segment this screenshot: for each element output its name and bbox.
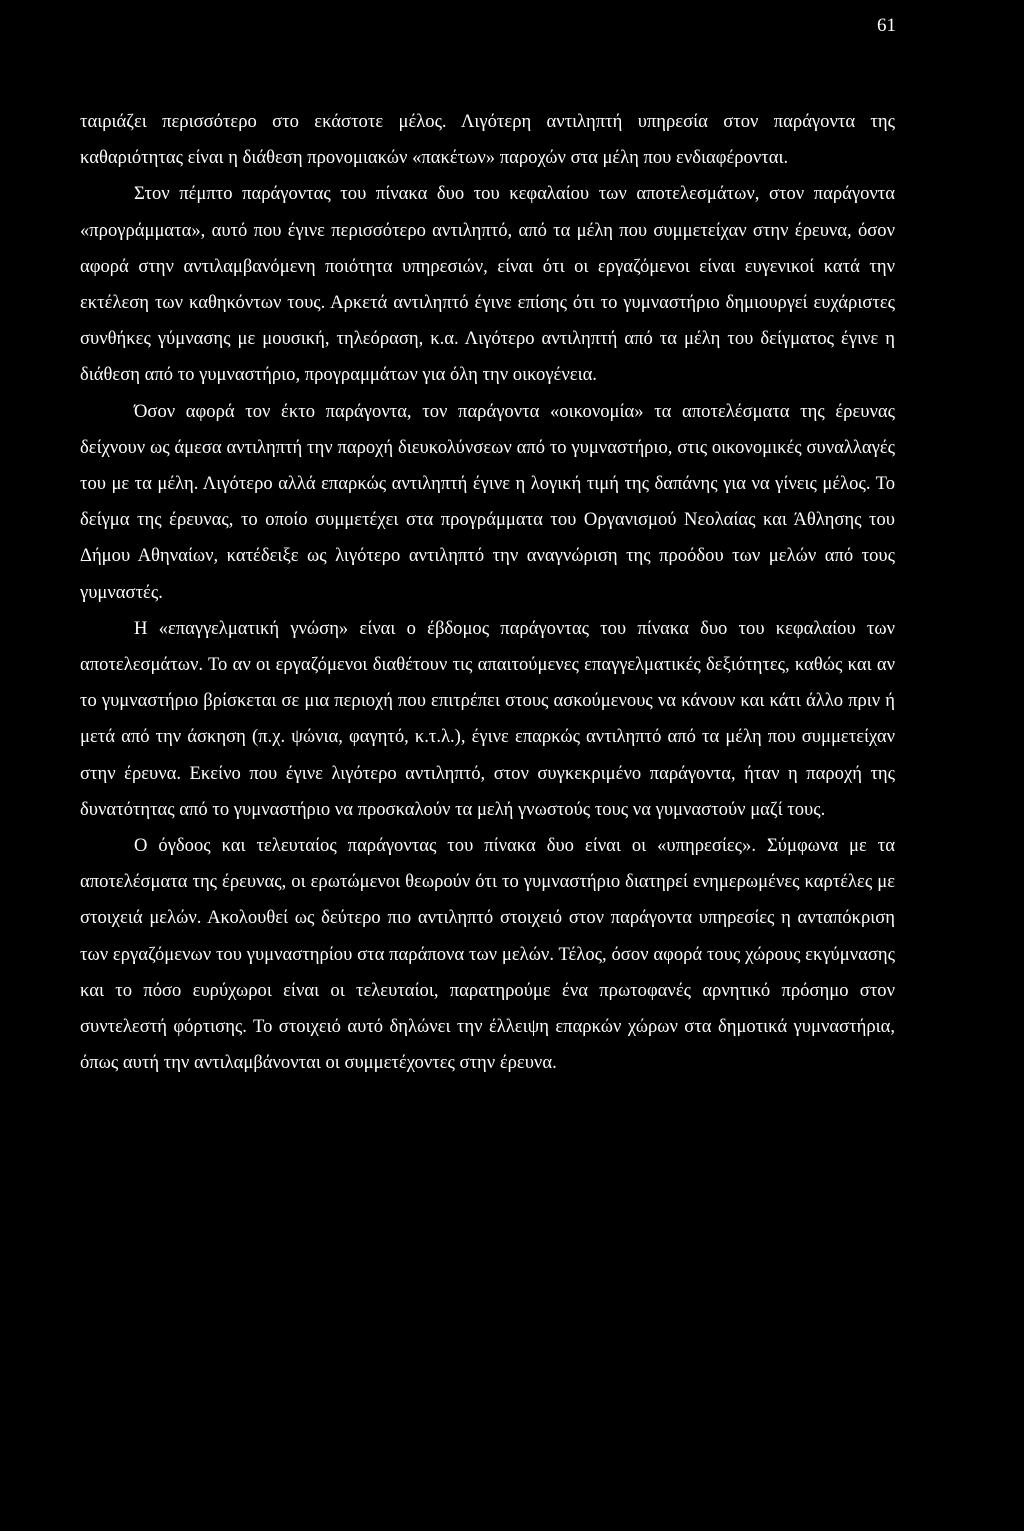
paragraph-economy-factor: Όσον αφορά τον έκτο παράγοντα, τον παράγοντα «οικονομία» τα αποτελέσματα της έρευνας δείχνουν ως άμεσα αντιληπτή την παροχή διευκολύνσεων από το γυμναστήριο, στις οικονομικές συναλλαγές του με τα μέλη. Λιγότερο αλλά επαρκώς αντιληπτή έγινε η λογική τιμή της δαπάνης για να γίνεις μέλος. Το δείγμα της έρευνας, το οποίο συμμετέχει στα προγράμματα του Οργανισμού Νεολαίας και Άθλησης του Δήμου Αθηναίων, κατέδειξε ως λιγότερο αντιληπτό την αναγνώριση της προόδου των μελών από τους γυμναστές.	[80, 400, 895, 603]
paragraph-services-factor: Ο όγδοος και τελευταίος παράγοντας του πίνακα δυο είναι οι «υπηρεσίες». Σύμφωνα με τα αποτελέσματα της έρευνας, οι ερωτώμενοι θεωρούν ότι το γυμναστήριο διατηρεί ενημερωμένες καρτέλες με στοιχειά μελών. Ακολουθεί ως δεύτερο πιο αντιληπτό στοιχειό στον παράγοντα υπηρεσίες η ανταπόκριση των εργαζόμενων του γυμναστηρίου στα παράπονα των μελών. Τέλος, όσον αφορά τους χώρους εκγύμνασης και το πόσο ευρύχωροι είναι οι τελευταίοι, παρατηρούμε ένα πρωτοφανές αρνητικό πρόσημο στον συντελεστή φόρτισης. Το στοιχειό αυτό δηλώνει την έλλειψη επαρκών χώρων στα δημοτικά γυμναστήρια, όπως αυτή την αντιλαμβάνονται οι συμμετέχοντες στην έρευνα.	[80, 835, 895, 1074]
body-text	[80, 104, 895, 1081]
paragraph-programs-factor: Στον πέμπτο παράγοντας του πίνακα δυο του κεφαλαίου των αποτελεσμάτων, στον παράγοντα «προγράμματα», αυτό που έγινε περισσότερο αντιληπτό, από τα μέλη που συμμετείχαν στην έρευνα, όσον αφορά στην αντιλαμβανόμενη ποιότητα υπηρεσιών, είναι ότι οι εργαζόμενοι είναι ευγενικοί κατά την εκτέλεση των καθηκόντων τους. Αρκετά αντιληπτό έγινε επίσης ότι το γυμναστήριο δημιουργεί ευχάριστες συνθήκες γύμνασης με μουσική, τηλεόραση, κ.α. Λιγότερο αντιληπτή από τα μέλη του δείγματος έγινε η διάθεση από το γυμναστήριο, προγραμμάτων για όλη την οικογένεια.	[80, 183, 895, 386]
paragraph-cleanliness-continuation: ταιριάζει περισσότερο στο εκάστοτε μέλος. Λιγότερη αντιληπτή υπηρεσία στον παράγοντα της καθαριότητας είναι η διάθεση προνομιακών «πακέτων» παροχών στα μέλη που ενδιαφέρονται.	[80, 111, 895, 169]
paragraph-professional-knowledge-factor: Η «επαγγελματική γνώση» είναι ο έβδομος παράγοντας του πίνακα δυο του κεφαλαίου των αποτελεσμάτων. Το αν οι εργαζόμενοι διαθέτουν τις απαιτούμενες επαγγελματικές δεξιότητες, καθώς και αν το γυμναστήριο βρίσκεται σε μια περιοχή που επιτρέπει στους ασκούμενους να κάνουν και κάτι άλλο πριν ή μετά από την άσκηση (π.χ. ψώνια, φαγητό, κ.τ.λ.), έγινε επαρκώς αντιληπτό από τα μέλη που συμμετείχαν στην έρευνα. Εκείνο που έγινε λιγότερο αντιληπτό, στον συγκεκριμένο παράγοντα, ήταν η παροχή της δυνατότητας από το γυμναστήριο να προσκαλούν τα μελή γνωστούς τους να γυμναστούν μαζί τους.	[80, 617, 895, 820]
page-number: 61	[877, 15, 896, 36]
